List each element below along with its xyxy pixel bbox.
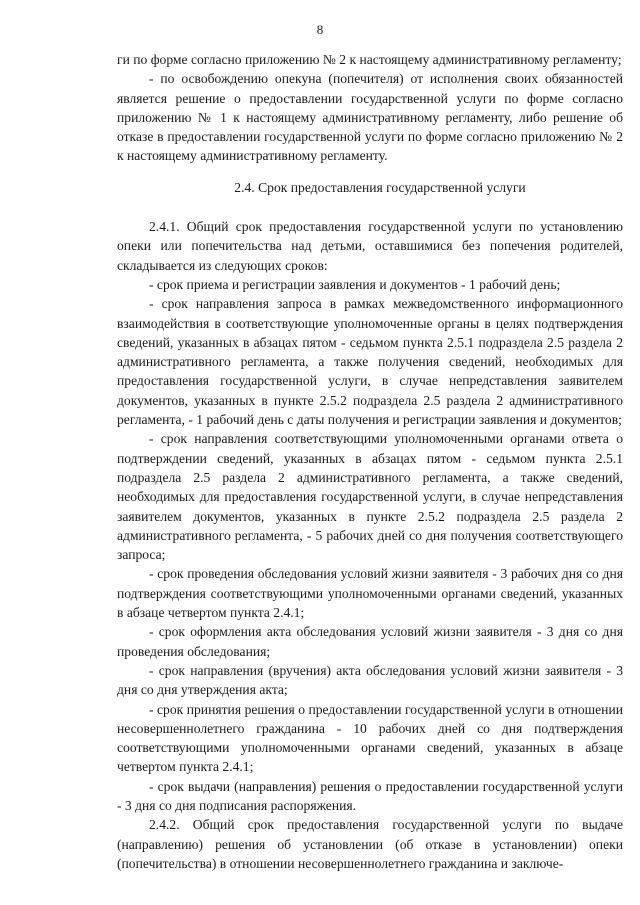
paragraph: 2.4.2. Общий срок предоставления государственной услуги по выдаче (направлению) решения об установлении (об отказе в установлении) опеки (попечительства) в отношении несовершеннолетнего гражданина и заключе- — [117, 817, 623, 871]
page-number: 8 — [316, 22, 324, 37]
document-body — [117, 50, 623, 873]
paragraph: - срок оформления акта обследования условий жизни заявителя - 3 дня со дня проведения обследования; — [117, 624, 623, 659]
paragraph: ги по форме согласно приложению № 2 к настоящему административному регламенту; — [117, 52, 622, 67]
paragraph: 2.4.1. Общий срок предоставления государственной услуги по установлению опеки или попечительства над детьми, оставшимися без попечения родителей, складывается из следующих сроков: — [117, 219, 623, 273]
paragraph: - по освобождению опекуна (попечителя) от исполнения своих обязанностей является решение о предоставлении государственной услуги по форме согласно приложению № 1 к настоящему административному регламенту, либо решение об отказе в предоставлении государственной услуги по форме согласно приложению № 2 к настоящему административному регламенту. — [117, 71, 623, 164]
paragraph: - срок направления запроса в рамках межведомственного информационного взаимодействия в соответствующие уполномоченные органы в целях подтверждения сведений, указанных в абзацах пятом - седьмом пункта 2.5.1 подраздела 2.5 раздела 2 административного регламента, а также получения сведений, необходимых для предоставления государственной услуги, в случае непредставления заявителем документов, указанных в пункте 2.5.2 подраздела 2.5 раздела 2 административного регламента, - 1 рабочий день с даты получения и регистрации заявления и документов; — [117, 296, 623, 428]
paragraph: - срок приема и регистрации заявления и документов - 1 рабочий день; — [149, 276, 561, 292]
paragraph: - срок направления соответствующими уполномоченными органами ответа о подтверждении сведений, указанных в абзацах пятом - седьмом пункта 2.5.1 подраздела 2.5 раздела 2 административного регламента, а также сведений, необходимых для предоставления государственной услуги, в случае непредставления заявителем документов, указанных в пункте 2.5.2 подраздела 2.5 раздела 2 административного регламента, - 5 рабочих дней со дня получения соответствующего запроса; — [117, 431, 623, 563]
paragraph: - срок проведения обследования условий жизни заявителя - 3 рабочих дня со дня подтверждения соответствующими уполномоченными органами сведений, указанных в абзаце четвертом пункта 2.4.1; — [117, 566, 623, 621]
section-heading: 2.4. Срок предоставления государственной услуги — [234, 179, 526, 195]
paragraph: - срок выдачи (направления) решения о предоставлении государственной услуги - 3 дня со дня подписания распоряжения. — [117, 778, 623, 813]
paragraph: - срок принятия решения о предоставлении государственной услуги в отношении несовершеннолетнего гражданина - 10 рабочих дней со дня подтверждения соответствующими уполномоченными органами сведений, указанных в абзаце четвертом пункта 2.4.1; — [117, 701, 623, 775]
paragraph: - срок направления (вручения) акта обследования условий жизни заявителя - 3 дня со дня утверждения акта; — [117, 662, 623, 698]
